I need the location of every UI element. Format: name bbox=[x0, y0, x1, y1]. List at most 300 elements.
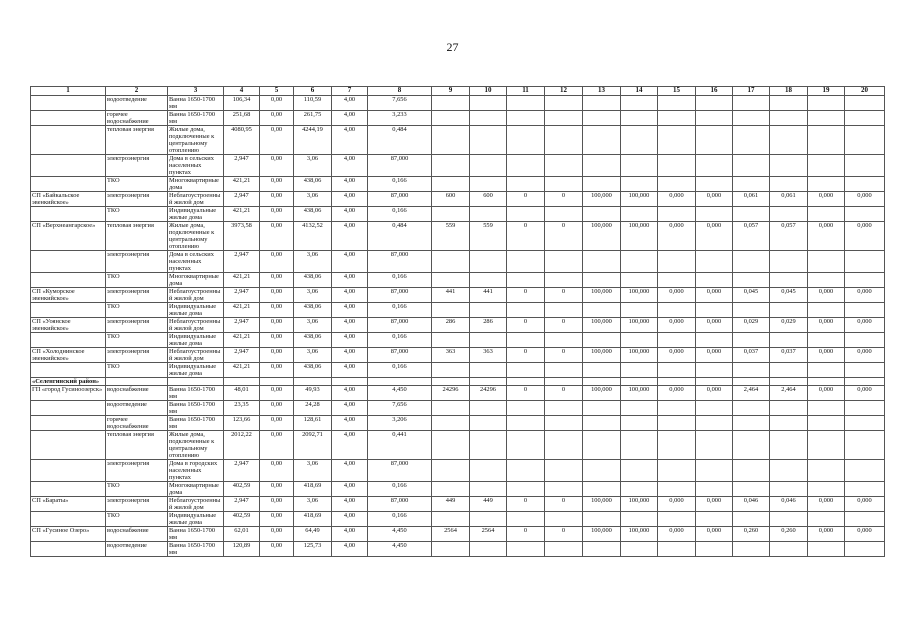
value-cell bbox=[545, 378, 583, 386]
value-cell bbox=[658, 378, 696, 386]
value-cell bbox=[808, 416, 845, 431]
value-cell: 4,00 bbox=[332, 222, 368, 251]
value-cell bbox=[770, 378, 808, 386]
value-cell bbox=[696, 333, 733, 348]
table-row bbox=[31, 512, 885, 527]
settlement-cell: ГП «город Гусиноозерск» bbox=[31, 386, 106, 401]
category-cell: Жилые дома, подключенные к центральному отоплению bbox=[168, 126, 224, 155]
value-cell bbox=[583, 251, 621, 273]
category-cell: Многоквартирные дома bbox=[168, 273, 224, 288]
value-cell: 0,000 bbox=[658, 497, 696, 512]
value-cell bbox=[470, 378, 507, 386]
category-cell: Индивидуальные жилые дома bbox=[168, 303, 224, 318]
value-cell: 2,947 bbox=[224, 155, 260, 177]
value-cell: 0,000 bbox=[658, 386, 696, 401]
table-row bbox=[31, 460, 885, 482]
value-cell: 4,00 bbox=[332, 497, 368, 512]
value-cell bbox=[545, 482, 583, 497]
value-cell: 0 bbox=[507, 497, 545, 512]
value-cell: 0,00 bbox=[260, 527, 294, 542]
value-cell: 87,000 bbox=[368, 192, 432, 207]
value-cell bbox=[658, 431, 696, 460]
value-cell bbox=[507, 251, 545, 273]
value-cell bbox=[545, 177, 583, 192]
value-cell bbox=[470, 401, 507, 416]
resource-cell: ТКО bbox=[106, 207, 168, 222]
value-cell bbox=[845, 177, 885, 192]
value-cell bbox=[507, 177, 545, 192]
settlement-cell bbox=[31, 126, 106, 155]
table-body bbox=[31, 96, 885, 557]
value-cell: 4,450 bbox=[368, 542, 432, 557]
value-cell bbox=[621, 378, 658, 386]
value-cell: 0,000 bbox=[845, 318, 885, 333]
value-cell: 87,000 bbox=[368, 460, 432, 482]
value-cell: 449 bbox=[432, 497, 470, 512]
value-cell: 0,045 bbox=[770, 288, 808, 303]
table-row bbox=[31, 222, 885, 251]
value-cell bbox=[696, 416, 733, 431]
settlement-cell: СП «Байкальское эвенкийское» bbox=[31, 192, 106, 207]
value-cell: 363 bbox=[432, 348, 470, 363]
value-cell bbox=[545, 431, 583, 460]
value-cell: 402,59 bbox=[224, 512, 260, 527]
category-cell: Неблагоустроенный жилой дом bbox=[168, 497, 224, 512]
value-cell: 421,21 bbox=[224, 333, 260, 348]
settlement-cell: СП «Верхнеангарское» bbox=[31, 222, 106, 251]
settlement-cell: СП «Гусиное Озеро» bbox=[31, 527, 106, 542]
value-cell: 4132,52 bbox=[294, 222, 332, 251]
value-cell bbox=[845, 460, 885, 482]
value-cell: 0,00 bbox=[260, 416, 294, 431]
value-cell: 0 bbox=[545, 192, 583, 207]
value-cell: 0,00 bbox=[260, 497, 294, 512]
value-cell: 0,045 bbox=[733, 288, 770, 303]
value-cell: 0,166 bbox=[368, 482, 432, 497]
value-cell: 2,464 bbox=[733, 386, 770, 401]
value-cell bbox=[621, 155, 658, 177]
value-cell: 100,000 bbox=[583, 497, 621, 512]
value-cell bbox=[545, 333, 583, 348]
settlement-cell bbox=[31, 542, 106, 557]
value-cell: 0,000 bbox=[658, 288, 696, 303]
value-cell: 0 bbox=[507, 288, 545, 303]
value-cell bbox=[583, 273, 621, 288]
value-cell: 4,00 bbox=[332, 460, 368, 482]
value-cell: 24296 bbox=[470, 386, 507, 401]
value-cell: 100,000 bbox=[621, 288, 658, 303]
value-cell: 2,947 bbox=[224, 192, 260, 207]
column-header: 11 bbox=[507, 87, 545, 96]
value-cell: 4,00 bbox=[332, 348, 368, 363]
value-cell: 3,06 bbox=[294, 288, 332, 303]
value-cell bbox=[770, 96, 808, 111]
table-row bbox=[31, 497, 885, 512]
table-row bbox=[31, 482, 885, 497]
value-cell bbox=[470, 482, 507, 497]
value-cell bbox=[658, 207, 696, 222]
value-cell bbox=[583, 431, 621, 460]
value-cell bbox=[696, 111, 733, 126]
value-cell bbox=[507, 363, 545, 378]
value-cell: 0,00 bbox=[260, 431, 294, 460]
value-cell: 0,029 bbox=[733, 318, 770, 333]
table-row bbox=[31, 386, 885, 401]
value-cell: 559 bbox=[470, 222, 507, 251]
value-cell bbox=[733, 273, 770, 288]
value-cell: 0,029 bbox=[770, 318, 808, 333]
value-cell: 363 bbox=[470, 348, 507, 363]
resource-cell: ТКО bbox=[106, 512, 168, 527]
category-cell: Неблагоустроенный жилой дом bbox=[168, 288, 224, 303]
value-cell: 0,260 bbox=[733, 527, 770, 542]
value-cell: 4,00 bbox=[332, 192, 368, 207]
value-cell bbox=[432, 333, 470, 348]
value-cell bbox=[470, 416, 507, 431]
value-cell: 0,441 bbox=[368, 431, 432, 460]
settlement-cell bbox=[31, 303, 106, 318]
resource-cell: водоотведение bbox=[106, 401, 168, 416]
settlement-cell bbox=[31, 363, 106, 378]
value-cell bbox=[845, 431, 885, 460]
value-cell bbox=[621, 401, 658, 416]
value-cell: 3,06 bbox=[294, 348, 332, 363]
value-cell bbox=[733, 416, 770, 431]
value-cell bbox=[658, 512, 696, 527]
value-cell: 0,000 bbox=[845, 192, 885, 207]
value-cell: 3,06 bbox=[294, 155, 332, 177]
value-cell: 402,59 bbox=[224, 482, 260, 497]
value-cell bbox=[733, 207, 770, 222]
value-cell bbox=[583, 378, 621, 386]
value-cell bbox=[260, 378, 294, 386]
value-cell bbox=[696, 273, 733, 288]
value-cell bbox=[808, 333, 845, 348]
value-cell: 0,00 bbox=[260, 303, 294, 318]
value-cell bbox=[808, 126, 845, 155]
value-cell bbox=[545, 460, 583, 482]
value-cell: 100,000 bbox=[583, 222, 621, 251]
table-row bbox=[31, 288, 885, 303]
category-cell: Дома в сельских населенных пунктах bbox=[168, 251, 224, 273]
value-cell: 421,21 bbox=[224, 363, 260, 378]
value-cell: 0,000 bbox=[696, 386, 733, 401]
value-cell bbox=[733, 333, 770, 348]
value-cell: 2,947 bbox=[224, 251, 260, 273]
value-cell bbox=[432, 177, 470, 192]
value-cell: 441 bbox=[432, 288, 470, 303]
value-cell bbox=[545, 416, 583, 431]
value-cell: 0,000 bbox=[696, 288, 733, 303]
value-cell bbox=[470, 303, 507, 318]
value-cell bbox=[733, 251, 770, 273]
value-cell: 0,000 bbox=[696, 318, 733, 333]
table-row bbox=[31, 542, 885, 557]
page-number: 27 bbox=[446, 40, 459, 54]
value-cell: 3,206 bbox=[368, 416, 432, 431]
category-cell: Индивидуальные жилые дома bbox=[168, 207, 224, 222]
value-cell bbox=[470, 512, 507, 527]
value-cell: 49,93 bbox=[294, 386, 332, 401]
value-cell bbox=[621, 431, 658, 460]
value-cell bbox=[583, 401, 621, 416]
value-cell bbox=[733, 177, 770, 192]
value-cell bbox=[808, 96, 845, 111]
table-row bbox=[31, 192, 885, 207]
settlement-cell bbox=[31, 460, 106, 482]
settlement-cell bbox=[31, 401, 106, 416]
value-cell bbox=[432, 363, 470, 378]
value-cell: 87,000 bbox=[368, 288, 432, 303]
value-cell bbox=[696, 155, 733, 177]
value-cell bbox=[808, 303, 845, 318]
value-cell bbox=[658, 155, 696, 177]
value-cell bbox=[507, 401, 545, 416]
settlement-cell: СП «Уоянское эвенкийское» bbox=[31, 318, 106, 333]
value-cell: 600 bbox=[432, 192, 470, 207]
value-cell: 4,00 bbox=[332, 318, 368, 333]
value-cell bbox=[583, 460, 621, 482]
value-cell bbox=[733, 155, 770, 177]
value-cell: 4,00 bbox=[332, 251, 368, 273]
value-cell: 0,260 bbox=[770, 527, 808, 542]
value-cell bbox=[621, 303, 658, 318]
value-cell bbox=[545, 111, 583, 126]
value-cell: 3,06 bbox=[294, 460, 332, 482]
value-cell bbox=[658, 177, 696, 192]
value-cell bbox=[770, 251, 808, 273]
value-cell bbox=[770, 431, 808, 460]
value-cell bbox=[696, 96, 733, 111]
header-row bbox=[31, 87, 885, 96]
value-cell bbox=[770, 333, 808, 348]
value-cell: 100,000 bbox=[583, 527, 621, 542]
value-cell: 87,000 bbox=[368, 497, 432, 512]
column-header: 8 bbox=[368, 87, 432, 96]
value-cell bbox=[696, 177, 733, 192]
value-cell bbox=[432, 401, 470, 416]
value-cell bbox=[845, 363, 885, 378]
value-cell bbox=[808, 177, 845, 192]
value-cell: 0,037 bbox=[733, 348, 770, 363]
value-cell: 0,000 bbox=[658, 222, 696, 251]
value-cell: 0,000 bbox=[696, 527, 733, 542]
value-cell bbox=[770, 126, 808, 155]
value-cell bbox=[470, 251, 507, 273]
value-cell bbox=[733, 363, 770, 378]
value-cell: 0,00 bbox=[260, 207, 294, 222]
value-cell bbox=[432, 273, 470, 288]
value-cell bbox=[432, 155, 470, 177]
category-cell: Ванна 1650-1700 мм bbox=[168, 386, 224, 401]
value-cell bbox=[808, 378, 845, 386]
value-cell bbox=[583, 482, 621, 497]
value-cell bbox=[432, 482, 470, 497]
value-cell: 0 bbox=[507, 318, 545, 333]
resource-cell: электроэнергия bbox=[106, 288, 168, 303]
value-cell bbox=[621, 363, 658, 378]
value-cell bbox=[658, 303, 696, 318]
value-cell bbox=[770, 303, 808, 318]
settlement-cell bbox=[31, 273, 106, 288]
value-cell: 0 bbox=[545, 527, 583, 542]
value-cell bbox=[507, 303, 545, 318]
value-cell: 438,06 bbox=[294, 177, 332, 192]
settlement-cell bbox=[31, 177, 106, 192]
value-cell bbox=[621, 207, 658, 222]
value-cell: 110,59 bbox=[294, 96, 332, 111]
value-cell bbox=[368, 378, 432, 386]
value-cell: 0 bbox=[507, 222, 545, 251]
value-cell bbox=[432, 126, 470, 155]
resource-cell: горячее водоснабжение bbox=[106, 111, 168, 126]
settlement-cell bbox=[31, 512, 106, 527]
table-row bbox=[31, 333, 885, 348]
resource-cell: ТКО bbox=[106, 363, 168, 378]
value-cell bbox=[845, 512, 885, 527]
value-cell bbox=[696, 303, 733, 318]
value-cell: 7,656 bbox=[368, 96, 432, 111]
column-header: 10 bbox=[470, 87, 507, 96]
value-cell: 0,00 bbox=[260, 401, 294, 416]
value-cell bbox=[470, 431, 507, 460]
value-cell: 0,000 bbox=[845, 222, 885, 251]
value-cell: 123,66 bbox=[224, 416, 260, 431]
table-row bbox=[31, 431, 885, 460]
value-cell bbox=[733, 401, 770, 416]
value-cell: 100,000 bbox=[621, 318, 658, 333]
value-cell: 0,057 bbox=[733, 222, 770, 251]
value-cell: 100,000 bbox=[583, 386, 621, 401]
value-cell bbox=[507, 333, 545, 348]
value-cell bbox=[658, 401, 696, 416]
category-cell: Жилые дома, подключенные к центральному отоплению bbox=[168, 222, 224, 251]
value-cell: 0,000 bbox=[845, 288, 885, 303]
table-row bbox=[31, 416, 885, 431]
value-cell bbox=[845, 126, 885, 155]
resource-cell: электроэнергия bbox=[106, 192, 168, 207]
value-cell bbox=[845, 273, 885, 288]
value-cell bbox=[658, 416, 696, 431]
category-cell: Ванна 1650-1700 мм bbox=[168, 542, 224, 557]
column-header: 7 bbox=[332, 87, 368, 96]
value-cell: 286 bbox=[432, 318, 470, 333]
value-cell bbox=[696, 126, 733, 155]
value-cell bbox=[507, 482, 545, 497]
value-cell bbox=[621, 96, 658, 111]
table-row bbox=[31, 273, 885, 288]
value-cell bbox=[470, 111, 507, 126]
value-cell bbox=[845, 251, 885, 273]
value-cell: 4,00 bbox=[332, 431, 368, 460]
value-cell: 24296 bbox=[432, 386, 470, 401]
value-cell bbox=[845, 333, 885, 348]
value-cell bbox=[658, 333, 696, 348]
value-cell bbox=[808, 512, 845, 527]
value-cell bbox=[621, 542, 658, 557]
value-cell: 0,00 bbox=[260, 177, 294, 192]
value-cell: 4,00 bbox=[332, 207, 368, 222]
value-cell bbox=[621, 460, 658, 482]
settlement-cell bbox=[31, 333, 106, 348]
value-cell bbox=[432, 416, 470, 431]
value-cell: 0,061 bbox=[733, 192, 770, 207]
value-cell bbox=[432, 251, 470, 273]
column-header: 15 bbox=[658, 87, 696, 96]
value-cell bbox=[770, 207, 808, 222]
value-cell: 559 bbox=[432, 222, 470, 251]
value-cell bbox=[545, 207, 583, 222]
value-cell bbox=[545, 303, 583, 318]
value-cell: 3973,58 bbox=[224, 222, 260, 251]
value-cell bbox=[696, 251, 733, 273]
value-cell: 4,00 bbox=[332, 386, 368, 401]
value-cell: 2,947 bbox=[224, 318, 260, 333]
settlement-cell: СП «Бараты» bbox=[31, 497, 106, 512]
table-row bbox=[31, 363, 885, 378]
value-cell bbox=[507, 512, 545, 527]
value-cell bbox=[808, 111, 845, 126]
value-cell bbox=[770, 401, 808, 416]
settlement-cell bbox=[31, 96, 106, 111]
value-cell: 4,00 bbox=[332, 333, 368, 348]
value-cell bbox=[583, 177, 621, 192]
value-cell bbox=[507, 542, 545, 557]
value-cell: 0,00 bbox=[260, 96, 294, 111]
value-cell bbox=[621, 416, 658, 431]
column-header: 12 bbox=[545, 87, 583, 96]
value-cell bbox=[583, 111, 621, 126]
value-cell bbox=[808, 431, 845, 460]
value-cell: 0 bbox=[545, 288, 583, 303]
value-cell bbox=[845, 96, 885, 111]
table-row bbox=[31, 318, 885, 333]
value-cell: 421,21 bbox=[224, 177, 260, 192]
value-cell: 106,34 bbox=[224, 96, 260, 111]
resource-cell: тепловая энергия bbox=[106, 126, 168, 155]
category-cell: Жилые дома, подключенные к центральному отоплению bbox=[168, 431, 224, 460]
value-cell: 0,000 bbox=[808, 288, 845, 303]
value-cell bbox=[696, 512, 733, 527]
value-cell bbox=[658, 96, 696, 111]
value-cell: 4,00 bbox=[332, 363, 368, 378]
tariff-table bbox=[30, 86, 885, 557]
value-cell bbox=[845, 378, 885, 386]
value-cell bbox=[733, 126, 770, 155]
value-cell bbox=[733, 482, 770, 497]
value-cell bbox=[583, 416, 621, 431]
value-cell bbox=[808, 482, 845, 497]
value-cell bbox=[621, 273, 658, 288]
category-cell: Неблагоустроенный жилой дом bbox=[168, 318, 224, 333]
value-cell bbox=[696, 378, 733, 386]
value-cell: 87,000 bbox=[368, 155, 432, 177]
value-cell bbox=[770, 363, 808, 378]
value-cell: 2564 bbox=[432, 527, 470, 542]
value-cell: 0,057 bbox=[770, 222, 808, 251]
category-cell: Многоквартирные дома bbox=[168, 482, 224, 497]
value-cell bbox=[507, 378, 545, 386]
value-cell: 0,000 bbox=[845, 527, 885, 542]
value-cell bbox=[332, 378, 368, 386]
category-cell bbox=[168, 378, 224, 386]
settlement-cell bbox=[31, 431, 106, 460]
resource-cell: ТКО bbox=[106, 273, 168, 288]
value-cell: 0,000 bbox=[658, 348, 696, 363]
value-cell: 125,73 bbox=[294, 542, 332, 557]
value-cell: 100,000 bbox=[621, 527, 658, 542]
resource-cell: тепловая энергия bbox=[106, 431, 168, 460]
